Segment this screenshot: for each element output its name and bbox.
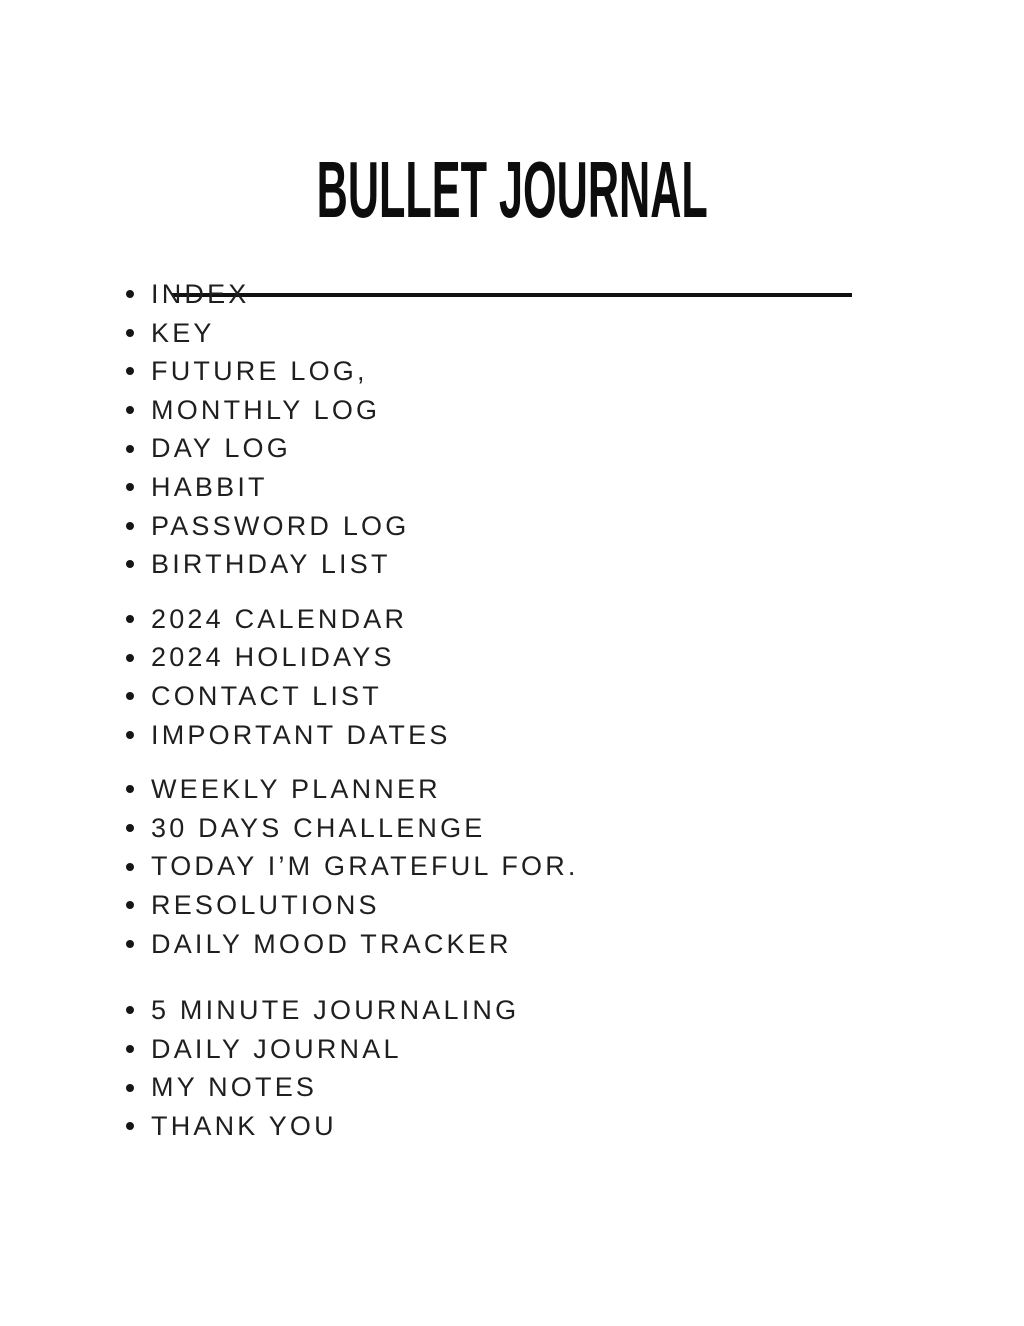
list-item-label: CONTACT LIST	[151, 680, 382, 711]
bullet-icon	[126, 940, 134, 948]
bullet-icon	[126, 785, 134, 793]
list-item-label: HABBIT	[151, 471, 268, 502]
list-item	[151, 716, 964, 755]
contents-lists	[151, 275, 964, 1145]
list-item-label: DAY LOG	[151, 433, 291, 464]
list-item-label: 5 MINUTE JOURNALING	[151, 995, 520, 1026]
list-item	[151, 770, 964, 809]
bullet-icon	[126, 1045, 134, 1053]
page-header	[0, 96, 1024, 297]
bullet-icon	[126, 522, 134, 530]
list-item-label: MONTHLY LOG	[151, 394, 381, 425]
list-group-planner	[151, 770, 964, 963]
list-item	[151, 352, 964, 391]
list-item	[151, 1068, 964, 1107]
list-item-label: 30 DAYS CHALLENGE	[151, 812, 486, 843]
list-item-label: INDEX	[151, 279, 250, 309]
list-item	[151, 925, 964, 964]
bullet-icon	[126, 731, 134, 739]
page-title: BULLET JOURNAL	[316, 144, 708, 234]
bullet-icon	[126, 901, 134, 909]
list-item	[151, 1107, 964, 1146]
list-item-label: DAILY JOURNAL	[151, 1033, 402, 1064]
bullet-icon	[126, 1122, 134, 1130]
list-item	[151, 429, 964, 468]
list-item-label: 2024 HOLIDAYS	[151, 642, 395, 673]
list-item	[151, 991, 964, 1030]
list-item	[151, 638, 964, 677]
list-item-label: THANK YOU	[151, 1110, 337, 1141]
list-item-label: FUTURE LOG,	[151, 356, 368, 387]
list-item-label: PASSWORD LOG	[151, 510, 410, 541]
bullet-icon	[126, 483, 134, 491]
bullet-icon	[126, 560, 134, 568]
list-item	[151, 507, 964, 546]
bullet-icon	[126, 863, 134, 871]
bullet-icon	[126, 615, 134, 623]
list-group-logs	[151, 275, 964, 584]
list-item-label: TODAY I’M GRATEFUL FOR.	[151, 851, 579, 882]
bullet-icon	[126, 692, 134, 700]
list-item	[151, 677, 964, 716]
list-item	[151, 314, 964, 353]
list-item-label: DAILY MOOD TRACKER	[151, 928, 512, 959]
list-item	[151, 275, 964, 314]
list-item-label: WEEKLY PLANNER	[151, 774, 441, 805]
list-item	[151, 391, 964, 430]
list-item	[151, 886, 964, 925]
list-item-label: BIRTHDAY LIST	[151, 549, 391, 580]
bullet-icon	[126, 329, 134, 337]
list-item-label: IMPORTANT DATES	[151, 719, 451, 750]
list-item-label: MY NOTES	[151, 1072, 318, 1103]
list-item	[151, 809, 964, 848]
list-item	[151, 600, 964, 639]
bullet-icon	[126, 654, 134, 662]
bullet-icon	[126, 824, 134, 832]
list-item	[151, 468, 964, 507]
list-group-calendar	[151, 600, 964, 754]
list-item-label: KEY	[151, 317, 215, 348]
list-item	[151, 847, 964, 886]
bullet-icon	[126, 1006, 134, 1014]
list-group-journal	[151, 991, 964, 1145]
bullet-icon	[126, 367, 134, 375]
list-item	[151, 545, 964, 584]
bullet-icon	[126, 1084, 134, 1092]
bullet-icon	[126, 445, 134, 453]
list-item	[151, 1030, 964, 1069]
list-item-label: 2024 CALENDAR	[151, 603, 408, 634]
bullet-icon	[126, 406, 134, 414]
list-item-label: RESOLUTIONS	[151, 889, 380, 920]
